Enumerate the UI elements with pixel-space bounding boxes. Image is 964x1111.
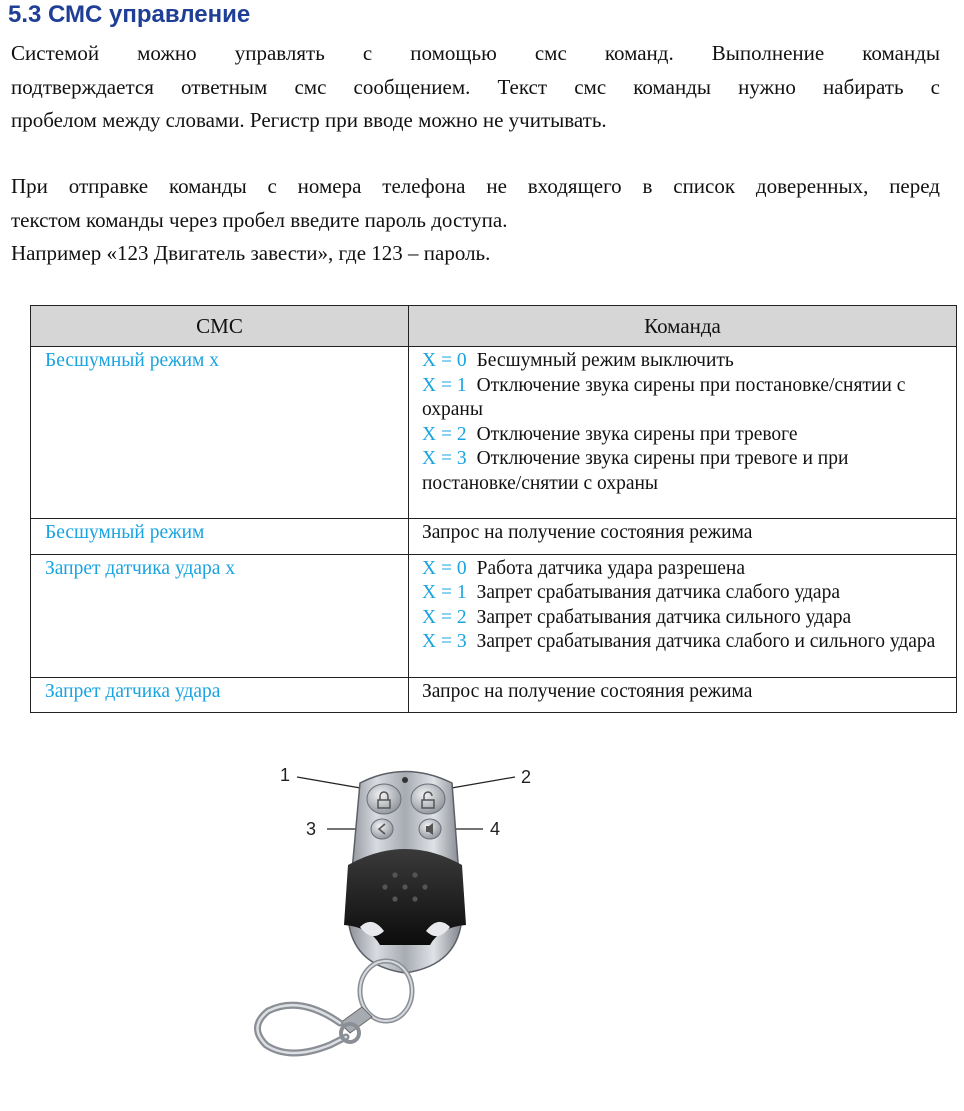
header-sms: СМС (31, 306, 409, 347)
button-4[interactable] (419, 819, 441, 839)
callout-label: 3 (306, 819, 317, 839)
option-text: Запрет срабатывания датчика слабого и сильного удара (476, 631, 936, 652)
option-text: Отключение звука сирены при тревоге (476, 423, 798, 445)
sms-cell: Запрет датчика удара (31, 677, 409, 713)
command-option (422, 423, 946, 448)
led-indicator (402, 777, 408, 783)
sms-cell: Запрет датчика удара х (31, 554, 409, 677)
intro-paragraph (11, 37, 940, 138)
command-option (422, 374, 946, 423)
sms-cell: Бесшумный режим (31, 519, 409, 555)
paragraph-line: Например «123 Двигатель завести», где 123 – пароль. (11, 241, 491, 265)
option-text: Отключение звука сирены при тревоге и при постановке/снятии с охраны (422, 448, 849, 494)
option-text: Запрет срабатывания датчика сильного удара (476, 606, 852, 628)
option-value: Х = 2 (422, 606, 467, 628)
command-option (422, 447, 946, 496)
paragraph-line: текстом команды через пробел введите пароль доступа. (11, 207, 508, 232)
table-row (31, 554, 957, 677)
paragraph-line: пробелом между словами. Регистр при вводе можно не учитывать. (11, 108, 607, 132)
button-3[interactable] (371, 819, 393, 839)
table-row (31, 677, 957, 713)
table-row (31, 347, 957, 519)
paragraph-line: подтверждается ответным смс сообщением. Текст смс команды нужно набирать с (11, 74, 940, 99)
button-1[interactable] (367, 784, 401, 814)
option-text: Бесшумный режим выключить (476, 350, 734, 371)
command-option (422, 581, 946, 606)
paragraph-line: Системой можно управлять с помощью смс команд. Выполнение команды (11, 41, 940, 65)
key-fob-illustration (0, 755, 964, 1106)
command-cell: Запрос на получение состояния режима (409, 677, 957, 713)
option-text: Отключение звука сирены при постановке/снятии с охраны (422, 374, 906, 420)
command-cell (409, 554, 957, 677)
option-text: Запрет срабатывания датчика слабого удара (476, 582, 840, 603)
section-title: 5.3 СМС управление (8, 1, 251, 28)
sms-commands-table (30, 305, 957, 713)
option-text: Работа датчика удара разрешена (476, 557, 745, 579)
command-cell (409, 347, 957, 519)
option-value: Х = 2 (422, 423, 467, 445)
lobster-clasp (257, 1005, 346, 1053)
header-command: Команда (409, 306, 957, 347)
callout-label: 2 (521, 767, 532, 787)
table-row (31, 519, 957, 555)
option-value: Х = 0 (422, 557, 467, 579)
table-header-row (31, 306, 957, 347)
option-value: Х = 3 (422, 448, 467, 469)
callout-label: 1 (280, 765, 291, 785)
command-option (422, 606, 946, 631)
password-paragraph (11, 170, 940, 271)
paragraph-line: При отправке команды с номера телефона не входящего в список доверенных, перед (11, 174, 940, 198)
option-value: Х = 0 (422, 350, 467, 371)
sms-cell: Бесшумный режим х (31, 347, 409, 519)
callout-label: 4 (490, 819, 501, 839)
command-cell: Запрос на получение состояния режима (409, 519, 957, 555)
option-value: Х = 1 (422, 374, 467, 396)
command-option (422, 349, 946, 374)
option-value: Х = 1 (422, 582, 467, 603)
key-fob-figure (0, 755, 964, 1106)
button-2[interactable] (411, 784, 445, 814)
command-option (422, 557, 946, 582)
option-value: Х = 3 (422, 631, 467, 652)
command-option (422, 630, 946, 655)
